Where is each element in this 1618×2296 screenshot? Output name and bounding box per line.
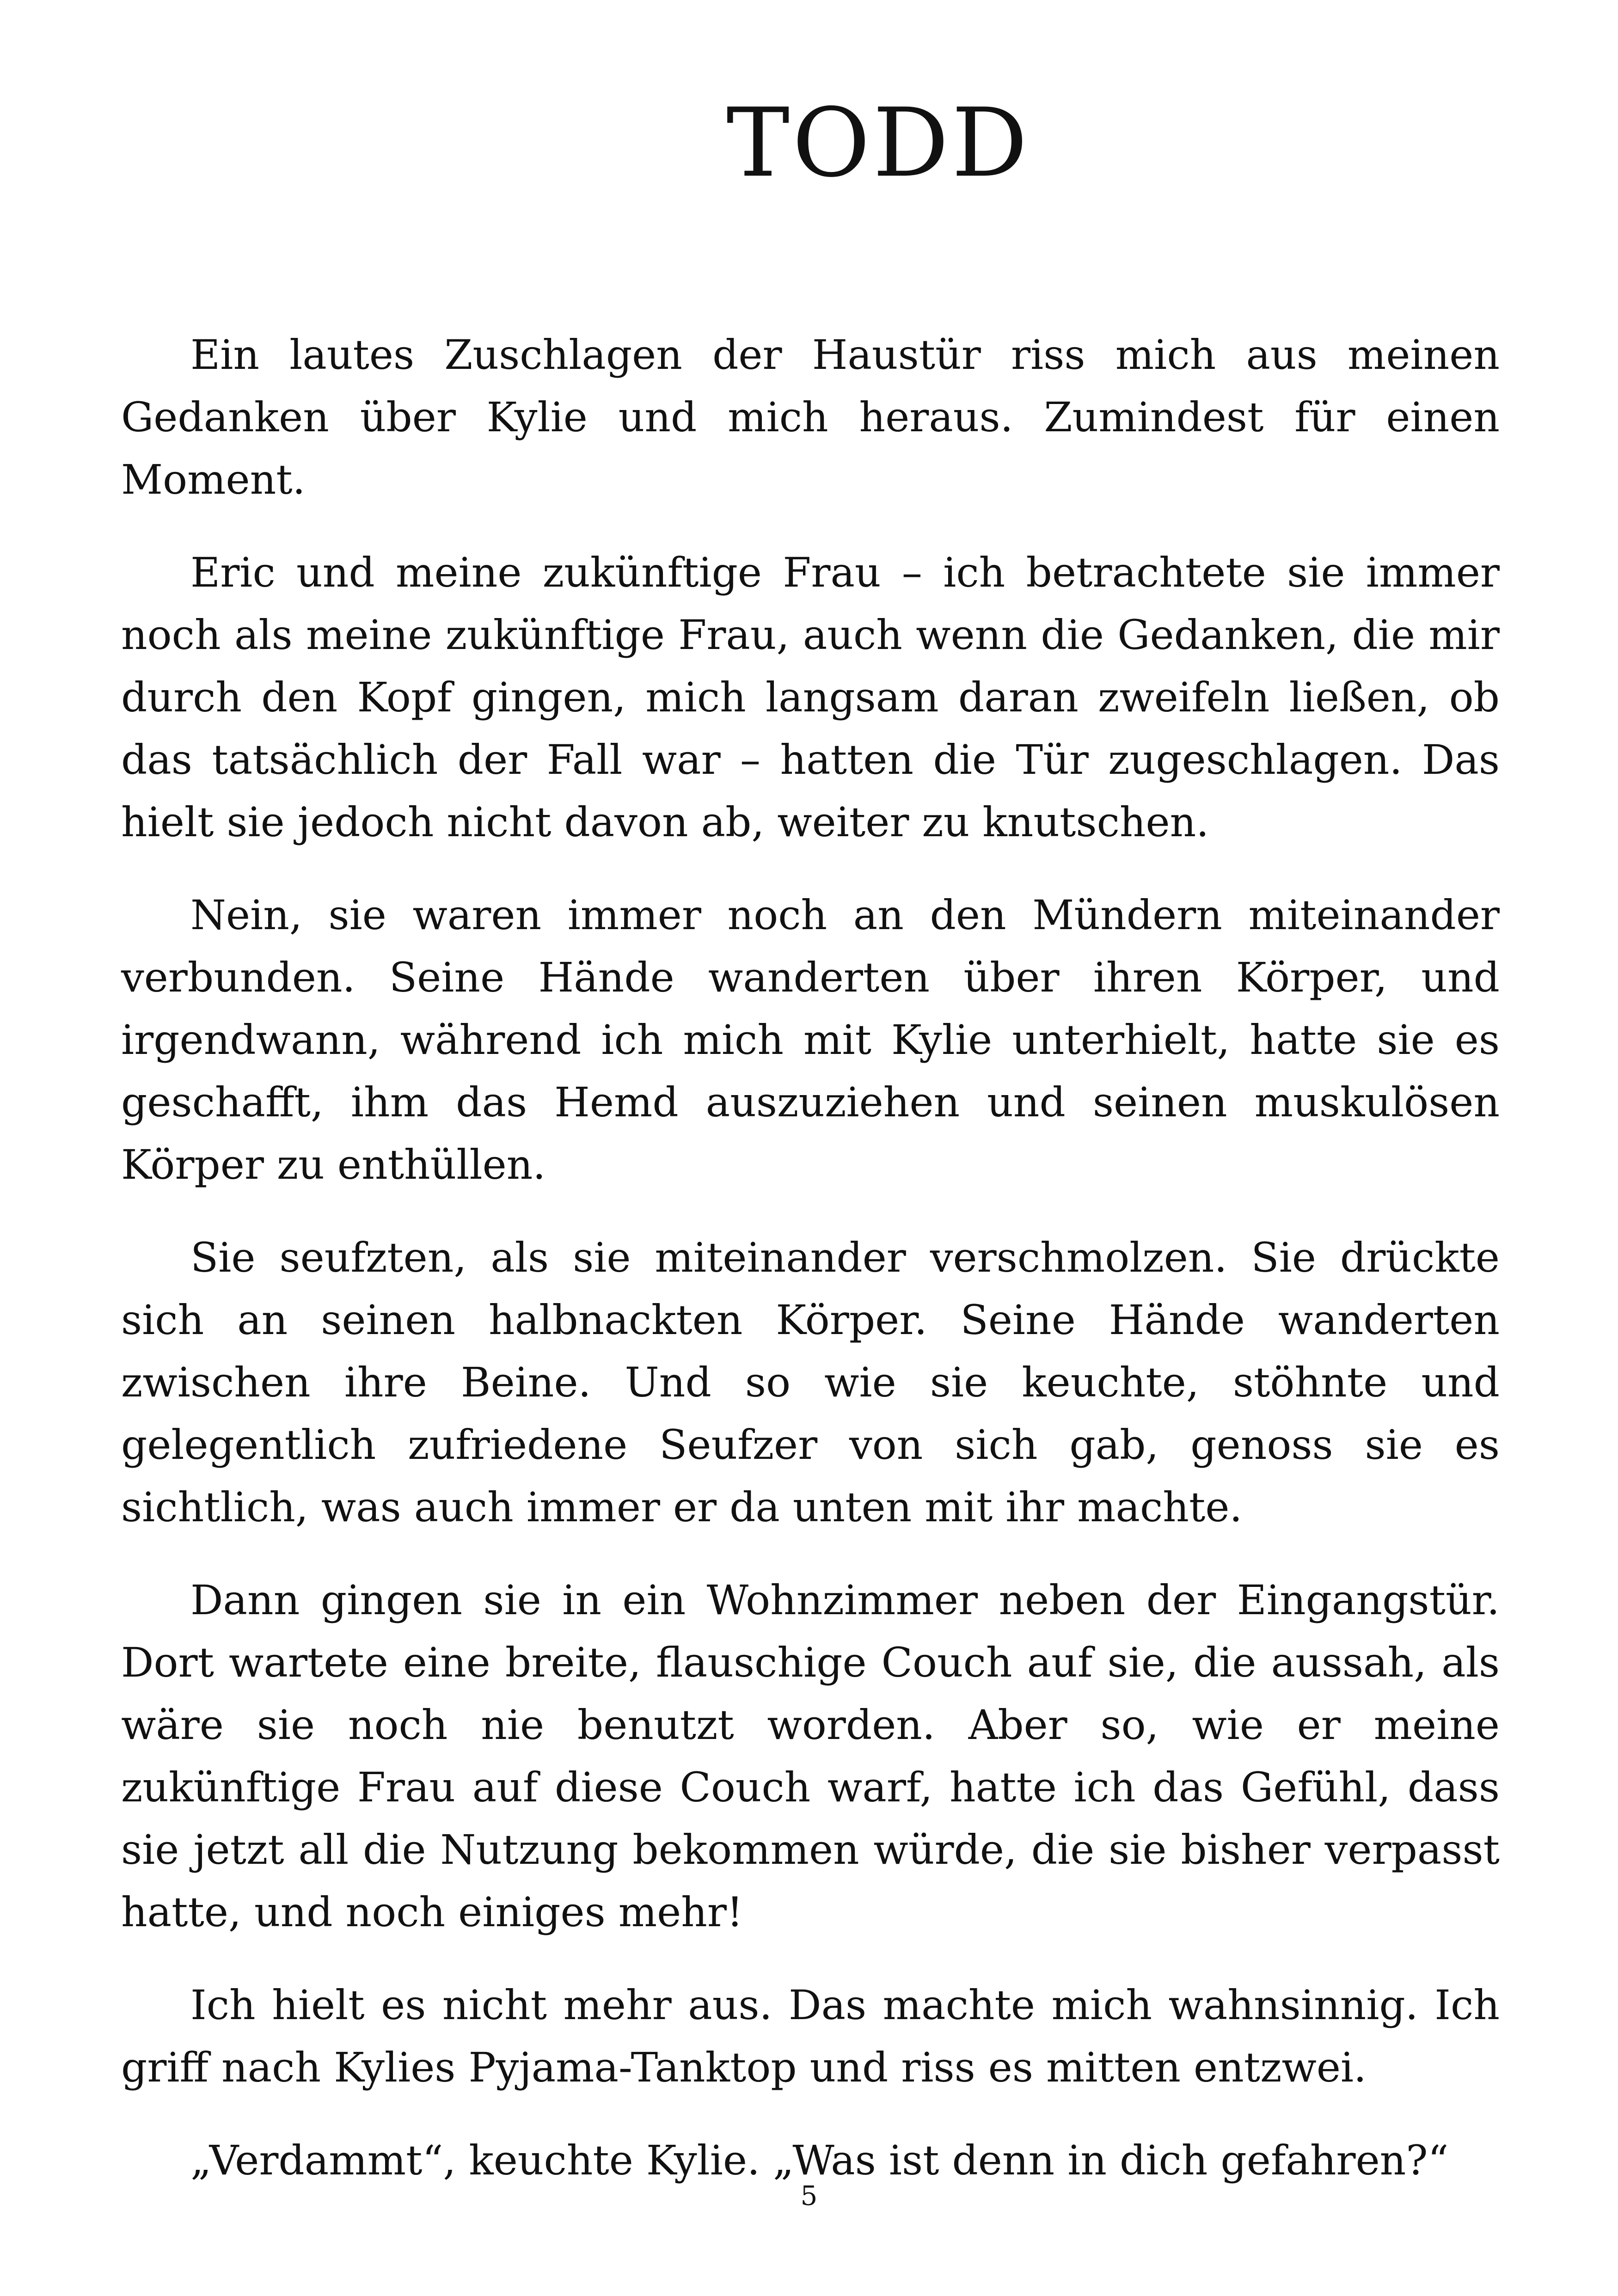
paragraph: Nein, sie waren immer noch an den Mündern miteinander verbunden. Seine Hände wanderten über ihren Körper, und irgendwann, während ich mich mit Kylie unterhielt, hatte sie es geschafft, ihm das Hemd auszuziehen und seinen muskulösen Körper zu enthüllen.: [121, 891, 1500, 1188]
paragraph: Ein lautes Zuschlagen der Haustür riss mich aus meinen Gedanken über Kylie und mich heraus. Zumindest für einen Moment.: [121, 331, 1500, 503]
paragraph: Eric und meine zukünftige Frau – ich betrachtete sie immer noch als meine zukünftige Frau, auch wenn die Gedanken, die mir durch den Kopf gingen, mich langsam daran zweifeln ließen, ob das tatsächlich der Fall war – hatten die Tür zugeschlagen. Das hielt sie jedoch nicht davon ab, weiter zu knutschen.: [121, 549, 1500, 846]
paragraph: Ich hielt es nicht mehr aus. Das machte mich wahnsinnig. Ich griff nach Kylies Pyjama-Tanktop und riss es mitten entzwei.: [121, 1981, 1500, 2091]
body-text: [121, 324, 1500, 2222]
paragraph: „Verdammt“, keuchte Kylie. „Was ist denn in dich gefahren?“: [190, 2137, 1449, 2184]
paragraph: Dann gingen sie in ein Wohnzimmer neben der Eingangstür. Dort wartete eine breite, flauschige Couch auf sie, die aussah, als wäre sie noch nie benutzt worden. Aber so, wie er meine zukünftige Frau auf diese Couch warf, hatte ich das Gefühl, dass sie jetzt all die Nutzung bekommen würde, die sie bisher verpasst hatte, und noch einiges mehr!: [121, 1576, 1500, 1936]
page-number: 5: [800, 2180, 818, 2211]
chapter-title: TODD: [726, 88, 1030, 198]
paragraph: Sie seufzten, als sie miteinander verschmolzen. Sie drückte sich an seinen halbnackten Körper. Seine Hände wanderten zwischen ihre Beine. Und so wie sie keuchte, stöhnte und gelegentlich zufriedene Seufzer von sich gab, genoss sie es sichtlich, was auch immer er da unten mit ihr machte.: [121, 1234, 1500, 1531]
